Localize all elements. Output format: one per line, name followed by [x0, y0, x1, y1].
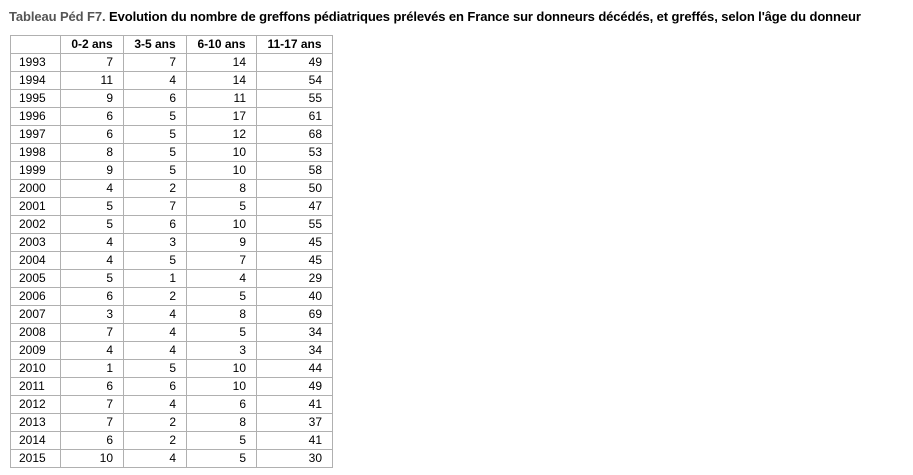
cell-value: 7 — [61, 414, 124, 432]
table-body — [11, 54, 333, 468]
cell-value: 5 — [61, 216, 124, 234]
table-row — [11, 360, 333, 378]
cell-value: 34 — [257, 324, 333, 342]
cell-value: 14 — [187, 54, 257, 72]
cell-value: 4 — [61, 252, 124, 270]
cell-value: 8 — [61, 144, 124, 162]
row-year: 2012 — [11, 396, 61, 414]
cell-value: 30 — [257, 450, 333, 468]
cell-value: 5 — [187, 432, 257, 450]
cell-value: 1 — [124, 270, 187, 288]
cell-value: 6 — [61, 378, 124, 396]
cell-value: 69 — [257, 306, 333, 324]
cell-value: 3 — [124, 234, 187, 252]
cell-value: 47 — [257, 198, 333, 216]
row-year: 1998 — [11, 144, 61, 162]
cell-value: 5 — [187, 324, 257, 342]
row-year: 2000 — [11, 180, 61, 198]
cell-value: 6 — [124, 378, 187, 396]
cell-value: 53 — [257, 144, 333, 162]
table-row — [11, 288, 333, 306]
table-row — [11, 144, 333, 162]
cell-value: 11 — [61, 72, 124, 90]
cell-value: 4 — [124, 450, 187, 468]
cell-value: 7 — [61, 54, 124, 72]
header-3-5-ans: 3-5 ans — [124, 36, 187, 54]
table-caption — [9, 9, 861, 24]
cell-value: 61 — [257, 108, 333, 126]
cell-value: 5 — [124, 108, 187, 126]
cell-value: 2 — [124, 288, 187, 306]
cell-value: 5 — [187, 288, 257, 306]
table-row — [11, 216, 333, 234]
cell-value: 7 — [124, 198, 187, 216]
row-year: 2007 — [11, 306, 61, 324]
table-row — [11, 54, 333, 72]
header-corner — [11, 36, 61, 54]
row-year: 1993 — [11, 54, 61, 72]
row-year: 1999 — [11, 162, 61, 180]
cell-value: 4 — [61, 234, 124, 252]
table-row — [11, 270, 333, 288]
cell-value: 7 — [61, 324, 124, 342]
cell-value: 10 — [187, 378, 257, 396]
cell-value: 10 — [187, 360, 257, 378]
cell-value: 34 — [257, 342, 333, 360]
table-row — [11, 414, 333, 432]
cell-value: 14 — [187, 72, 257, 90]
cell-value: 8 — [187, 306, 257, 324]
table-row — [11, 198, 333, 216]
cell-value: 4 — [124, 324, 187, 342]
table-row — [11, 90, 333, 108]
cell-value: 12 — [187, 126, 257, 144]
table-row — [11, 378, 333, 396]
cell-value: 4 — [124, 396, 187, 414]
cell-value: 41 — [257, 396, 333, 414]
row-year: 1995 — [11, 90, 61, 108]
cell-value: 5 — [124, 252, 187, 270]
cell-value: 7 — [124, 54, 187, 72]
table-row — [11, 252, 333, 270]
row-year: 1994 — [11, 72, 61, 90]
cell-value: 40 — [257, 288, 333, 306]
header-6-10-ans: 6-10 ans — [187, 36, 257, 54]
caption-title: Evolution du nombre de greffons pédiatriques prélevés en France sur donneurs décédés, et greffés, selon l'âge du donneur — [109, 9, 861, 24]
cell-value: 10 — [61, 450, 124, 468]
cell-value: 8 — [187, 414, 257, 432]
cell-value: 3 — [187, 342, 257, 360]
caption-prefix: Tableau Péd F7. — [9, 9, 106, 24]
cell-value: 68 — [257, 126, 333, 144]
row-year: 2006 — [11, 288, 61, 306]
header-0-2-ans: 0-2 ans — [61, 36, 124, 54]
cell-value: 9 — [61, 162, 124, 180]
cell-value: 17 — [187, 108, 257, 126]
cell-value: 5 — [187, 198, 257, 216]
table-row — [11, 450, 333, 468]
cell-value: 5 — [187, 450, 257, 468]
cell-value: 4 — [124, 342, 187, 360]
cell-value: 4 — [124, 72, 187, 90]
cell-value: 6 — [124, 216, 187, 234]
row-year: 2009 — [11, 342, 61, 360]
cell-value: 9 — [61, 90, 124, 108]
grafts-table — [10, 35, 333, 468]
cell-value: 37 — [257, 414, 333, 432]
row-year: 2014 — [11, 432, 61, 450]
cell-value: 44 — [257, 360, 333, 378]
cell-value: 7 — [187, 252, 257, 270]
header-row — [11, 36, 333, 54]
cell-value: 50 — [257, 180, 333, 198]
cell-value: 3 — [61, 306, 124, 324]
cell-value: 5 — [124, 162, 187, 180]
row-year: 2011 — [11, 378, 61, 396]
row-year: 1997 — [11, 126, 61, 144]
cell-value: 6 — [61, 126, 124, 144]
cell-value: 5 — [61, 198, 124, 216]
table-row — [11, 396, 333, 414]
cell-value: 1 — [61, 360, 124, 378]
cell-value: 2 — [124, 432, 187, 450]
row-year: 2008 — [11, 324, 61, 342]
row-year: 2005 — [11, 270, 61, 288]
cell-value: 10 — [187, 144, 257, 162]
table-row — [11, 180, 333, 198]
header-11-17-ans: 11-17 ans — [257, 36, 333, 54]
cell-value: 2 — [124, 180, 187, 198]
cell-value: 4 — [187, 270, 257, 288]
table-row — [11, 234, 333, 252]
row-year: 2013 — [11, 414, 61, 432]
table-row — [11, 306, 333, 324]
cell-value: 2 — [124, 414, 187, 432]
cell-value: 55 — [257, 216, 333, 234]
cell-value: 10 — [187, 162, 257, 180]
cell-value: 6 — [61, 108, 124, 126]
table-row — [11, 72, 333, 90]
cell-value: 55 — [257, 90, 333, 108]
cell-value: 5 — [124, 144, 187, 162]
cell-value: 5 — [61, 270, 124, 288]
cell-value: 41 — [257, 432, 333, 450]
row-year: 2015 — [11, 450, 61, 468]
table-row — [11, 342, 333, 360]
table-row — [11, 126, 333, 144]
cell-value: 4 — [61, 180, 124, 198]
row-year: 2001 — [11, 198, 61, 216]
cell-value: 6 — [61, 288, 124, 306]
table-row — [11, 108, 333, 126]
cell-value: 11 — [187, 90, 257, 108]
row-year: 1996 — [11, 108, 61, 126]
table-row — [11, 324, 333, 342]
row-year: 2002 — [11, 216, 61, 234]
cell-value: 5 — [124, 126, 187, 144]
cell-value: 54 — [257, 72, 333, 90]
row-year: 2004 — [11, 252, 61, 270]
cell-value: 7 — [61, 396, 124, 414]
cell-value: 9 — [187, 234, 257, 252]
row-year: 2010 — [11, 360, 61, 378]
cell-value: 6 — [124, 90, 187, 108]
cell-value: 5 — [124, 360, 187, 378]
cell-value: 8 — [187, 180, 257, 198]
cell-value: 29 — [257, 270, 333, 288]
cell-value: 58 — [257, 162, 333, 180]
cell-value: 6 — [187, 396, 257, 414]
row-year: 2003 — [11, 234, 61, 252]
cell-value: 45 — [257, 234, 333, 252]
table-row — [11, 162, 333, 180]
cell-value: 6 — [61, 432, 124, 450]
cell-value: 4 — [61, 342, 124, 360]
cell-value: 45 — [257, 252, 333, 270]
cell-value: 49 — [257, 54, 333, 72]
table-row — [11, 432, 333, 450]
cell-value: 10 — [187, 216, 257, 234]
cell-value: 49 — [257, 378, 333, 396]
cell-value: 4 — [124, 306, 187, 324]
